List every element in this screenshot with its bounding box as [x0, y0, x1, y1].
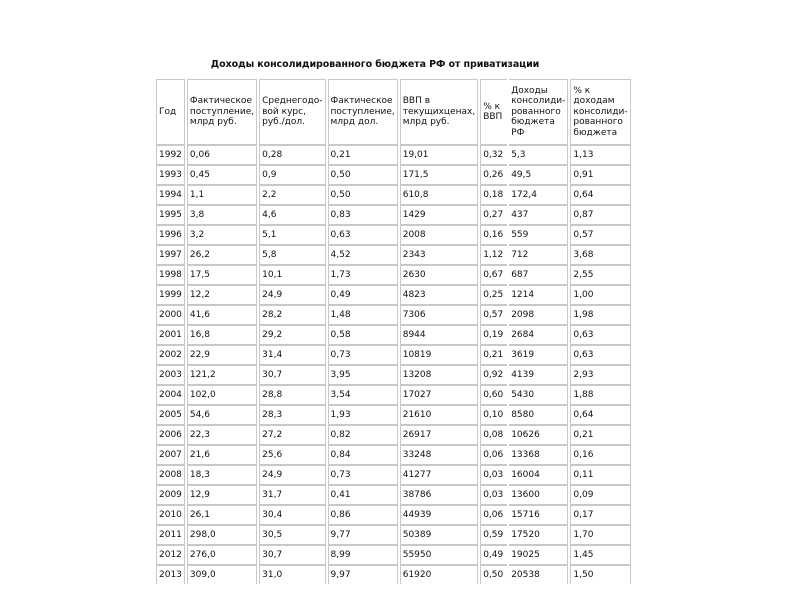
cell-receipts-usd: 0,58 [328, 325, 398, 345]
cell-gdp: 61920 [400, 565, 478, 584]
cell-receipts-usd: 0,84 [328, 445, 398, 465]
cell-pct-budget: 0,64 [570, 405, 630, 425]
cell-pct-gdp: 0,10 [480, 405, 507, 425]
cell-receipts-rub: 22,9 [187, 345, 257, 365]
cell-exchange-rate: 30,7 [259, 365, 325, 385]
cell-year: 2006 [156, 425, 185, 445]
cell-exchange-rate: 28,8 [259, 385, 325, 405]
cell-pct-gdp: 0,32 [480, 145, 507, 165]
cell-exchange-rate: 30,5 [259, 525, 325, 545]
cell-pct-budget: 2,93 [570, 365, 630, 385]
cell-pct-budget: 3,68 [570, 245, 630, 265]
cell-receipts-usd: 0,50 [328, 165, 398, 185]
cell-budget-income: 712 [509, 245, 568, 265]
table-row [156, 325, 631, 345]
cell-pct-gdp: 0,03 [480, 465, 507, 485]
cell-pct-gdp: 0,25 [480, 285, 507, 305]
cell-pct-gdp: 0,19 [480, 325, 507, 345]
cell-gdp: 1429 [400, 205, 478, 225]
cell-exchange-rate: 24,9 [259, 465, 325, 485]
cell-gdp: 4823 [400, 285, 478, 305]
cell-receipts-usd: 0,73 [328, 465, 398, 485]
cell-receipts-usd: 0,86 [328, 505, 398, 525]
header-pct-of-gdp: % к ВВП [480, 79, 507, 145]
table-body [156, 145, 631, 584]
cell-exchange-rate: 31,7 [259, 485, 325, 505]
cell-exchange-rate: 24,9 [259, 285, 325, 305]
cell-year: 2012 [156, 545, 185, 565]
cell-receipts-rub: 26,2 [187, 245, 257, 265]
cell-receipts-rub: 309,0 [187, 565, 257, 584]
cell-budget-income: 3619 [509, 345, 568, 365]
cell-budget-income: 49,5 [509, 165, 568, 185]
cell-budget-income: 15716 [509, 505, 568, 525]
cell-exchange-rate: 4,6 [259, 205, 325, 225]
cell-pct-gdp: 0,26 [480, 165, 507, 185]
cell-budget-income: 172,4 [509, 185, 568, 205]
table-row [156, 225, 631, 245]
cell-receipts-rub: 276,0 [187, 545, 257, 565]
cell-pct-gdp: 0,92 [480, 365, 507, 385]
cell-exchange-rate: 28,3 [259, 405, 325, 425]
cell-receipts-rub: 26,1 [187, 505, 257, 525]
table-row [156, 205, 631, 225]
cell-receipts-usd: 3,54 [328, 385, 398, 405]
cell-pct-gdp: 0,59 [480, 525, 507, 545]
cell-receipts-usd: 0,21 [328, 145, 398, 165]
cell-budget-income: 8580 [509, 405, 568, 425]
header-actual-receipts-usd: Фактическое поступление, млрд дол. [328, 79, 398, 145]
cell-budget-income: 17520 [509, 525, 568, 545]
cell-gdp: 21610 [400, 405, 478, 425]
table-row [156, 465, 631, 485]
cell-receipts-usd: 0,83 [328, 205, 398, 225]
cell-budget-income: 559 [509, 225, 568, 245]
cell-receipts-rub: 0,45 [187, 165, 257, 185]
table-row [156, 445, 631, 465]
cell-receipts-rub: 21,6 [187, 445, 257, 465]
cell-exchange-rate: 29,2 [259, 325, 325, 345]
cell-pct-gdp: 0,08 [480, 425, 507, 445]
cell-gdp: 55950 [400, 545, 478, 565]
table-row [156, 405, 631, 425]
cell-pct-gdp: 0,03 [480, 485, 507, 505]
cell-receipts-rub: 41,6 [187, 305, 257, 325]
table-row [156, 545, 631, 565]
cell-receipts-usd: 4,52 [328, 245, 398, 265]
cell-pct-gdp: 0,18 [480, 185, 507, 205]
cell-receipts-usd: 9,97 [328, 565, 398, 584]
cell-year: 1999 [156, 285, 185, 305]
cell-receipts-rub: 22,3 [187, 425, 257, 445]
cell-pct-budget: 0,63 [570, 345, 630, 365]
cell-receipts-usd: 0,50 [328, 185, 398, 205]
cell-pct-gdp: 0,27 [480, 205, 507, 225]
cell-exchange-rate: 30,7 [259, 545, 325, 565]
cell-exchange-rate: 30,4 [259, 505, 325, 525]
cell-exchange-rate: 5,1 [259, 225, 325, 245]
cell-budget-income: 5,3 [509, 145, 568, 165]
cell-year: 2000 [156, 305, 185, 325]
cell-exchange-rate: 31,0 [259, 565, 325, 584]
cell-pct-budget: 1,00 [570, 285, 630, 305]
cell-budget-income: 5430 [509, 385, 568, 405]
cell-receipts-rub: 102,0 [187, 385, 257, 405]
cell-budget-income: 10626 [509, 425, 568, 445]
cell-pct-budget: 1,88 [570, 385, 630, 405]
cell-pct-budget: 0,17 [570, 505, 630, 525]
table-row [156, 165, 631, 185]
cell-budget-income: 16004 [509, 465, 568, 485]
cell-receipts-rub: 0,06 [187, 145, 257, 165]
cell-gdp: 50389 [400, 525, 478, 545]
cell-pct-budget: 0,64 [570, 185, 630, 205]
cell-receipts-rub: 3,8 [187, 205, 257, 225]
cell-year: 2002 [156, 345, 185, 365]
header-avg-exchange-rate: Среднегодо- вой курс, руб./дол. [259, 79, 325, 145]
cell-gdp: 2630 [400, 265, 478, 285]
cell-pct-budget: 0,87 [570, 205, 630, 225]
cell-receipts-usd: 1,73 [328, 265, 398, 285]
table-row [156, 565, 631, 584]
cell-receipts-usd: 9,77 [328, 525, 398, 545]
cell-year: 2011 [156, 525, 185, 545]
cell-pct-budget: 0,09 [570, 485, 630, 505]
cell-pct-gdp: 0,60 [480, 385, 507, 405]
cell-pct-gdp: 0,57 [480, 305, 507, 325]
table-row [156, 265, 631, 285]
cell-year: 1992 [156, 145, 185, 165]
header-year: Год [156, 79, 185, 145]
cell-pct-budget: 1,45 [570, 545, 630, 565]
cell-exchange-rate: 25,6 [259, 445, 325, 465]
privatization-income-table [154, 79, 633, 584]
cell-receipts-usd: 3,95 [328, 365, 398, 385]
header-gdp-current-prices: ВВП в текущихценах, млрд руб. [400, 79, 478, 145]
table-row [156, 285, 631, 305]
cell-exchange-rate: 28,2 [259, 305, 325, 325]
cell-year: 1995 [156, 205, 185, 225]
cell-pct-gdp: 0,21 [480, 345, 507, 365]
table-row [156, 345, 631, 365]
cell-receipts-rub: 12,2 [187, 285, 257, 305]
cell-year: 1996 [156, 225, 185, 245]
cell-pct-budget: 1,13 [570, 145, 630, 165]
cell-gdp: 171,5 [400, 165, 478, 185]
cell-receipts-usd: 0,73 [328, 345, 398, 365]
cell-year: 2010 [156, 505, 185, 525]
cell-year: 2005 [156, 405, 185, 425]
table-row [156, 145, 631, 165]
cell-pct-gdp: 1,12 [480, 245, 507, 265]
header-pct-of-budget-income: % к доходам консолиди- рованного бюджета [570, 79, 630, 145]
table-header-row [156, 79, 631, 145]
cell-budget-income: 2684 [509, 325, 568, 345]
cell-receipts-usd: 1,48 [328, 305, 398, 325]
cell-receipts-rub: 54,6 [187, 405, 257, 425]
cell-pct-gdp: 0,67 [480, 265, 507, 285]
cell-gdp: 17027 [400, 385, 478, 405]
cell-pct-budget: 0,16 [570, 445, 630, 465]
cell-pct-budget: 1,70 [570, 525, 630, 545]
cell-pct-gdp: 0,06 [480, 445, 507, 465]
cell-receipts-usd: 8,99 [328, 545, 398, 565]
cell-budget-income: 437 [509, 205, 568, 225]
cell-gdp: 10819 [400, 345, 478, 365]
table-row [156, 525, 631, 545]
cell-receipts-usd: 0,82 [328, 425, 398, 445]
cell-receipts-rub: 121,2 [187, 365, 257, 385]
cell-pct-budget: 0,63 [570, 325, 630, 345]
cell-pct-gdp: 0,49 [480, 545, 507, 565]
cell-budget-income: 19025 [509, 545, 568, 565]
cell-budget-income: 13600 [509, 485, 568, 505]
cell-gdp: 38786 [400, 485, 478, 505]
table-row [156, 305, 631, 325]
cell-exchange-rate: 2,2 [259, 185, 325, 205]
cell-pct-gdp: 0,06 [480, 505, 507, 525]
table-row [156, 505, 631, 525]
table-row [156, 185, 631, 205]
cell-budget-income: 20538 [509, 565, 568, 584]
cell-year: 2004 [156, 385, 185, 405]
table-row [156, 385, 631, 405]
cell-budget-income: 687 [509, 265, 568, 285]
cell-budget-income: 1214 [509, 285, 568, 305]
table-row [156, 245, 631, 265]
cell-receipts-rub: 298,0 [187, 525, 257, 545]
cell-receipts-rub: 16,8 [187, 325, 257, 345]
cell-receipts-rub: 1,1 [187, 185, 257, 205]
cell-receipts-usd: 0,63 [328, 225, 398, 245]
cell-gdp: 44939 [400, 505, 478, 525]
cell-pct-budget: 2,55 [570, 265, 630, 285]
cell-gdp: 8944 [400, 325, 478, 345]
cell-exchange-rate: 0,28 [259, 145, 325, 165]
cell-gdp: 2008 [400, 225, 478, 245]
cell-gdp: 19,01 [400, 145, 478, 165]
cell-gdp: 2343 [400, 245, 478, 265]
cell-gdp: 610,8 [400, 185, 478, 205]
cell-gdp: 33248 [400, 445, 478, 465]
cell-year: 1993 [156, 165, 185, 185]
cell-exchange-rate: 27,2 [259, 425, 325, 445]
cell-pct-budget: 1,98 [570, 305, 630, 325]
table-row [156, 425, 631, 445]
table-row [156, 365, 631, 385]
cell-receipts-usd: 0,41 [328, 485, 398, 505]
cell-year: 1994 [156, 185, 185, 205]
cell-gdp: 13208 [400, 365, 478, 385]
cell-year: 2009 [156, 485, 185, 505]
table-title: Доходы консолидированного бюджета РФ от приватизации [210, 59, 540, 70]
cell-pct-budget: 0,21 [570, 425, 630, 445]
cell-year: 2007 [156, 445, 185, 465]
cell-year: 2008 [156, 465, 185, 485]
cell-receipts-usd: 1,93 [328, 405, 398, 425]
cell-year: 1998 [156, 265, 185, 285]
cell-exchange-rate: 10,1 [259, 265, 325, 285]
cell-pct-budget: 0,11 [570, 465, 630, 485]
cell-gdp: 26917 [400, 425, 478, 445]
cell-gdp: 41277 [400, 465, 478, 485]
cell-budget-income: 13368 [509, 445, 568, 465]
cell-exchange-rate: 5,8 [259, 245, 325, 265]
table-row [156, 485, 631, 505]
cell-receipts-rub: 12,9 [187, 485, 257, 505]
cell-pct-budget: 0,91 [570, 165, 630, 185]
cell-exchange-rate: 0,9 [259, 165, 325, 185]
cell-budget-income: 2098 [509, 305, 568, 325]
cell-receipts-rub: 3,2 [187, 225, 257, 245]
cell-year: 2003 [156, 365, 185, 385]
cell-year: 2001 [156, 325, 185, 345]
header-actual-receipts-rub: Фактическое поступление, млрд руб. [187, 79, 257, 145]
header-consolidated-budget-income: Доходы консолиди- рованного бюджета РФ [509, 79, 568, 145]
cell-pct-gdp: 0,16 [480, 225, 507, 245]
cell-year: 1997 [156, 245, 185, 265]
cell-exchange-rate: 31,4 [259, 345, 325, 365]
cell-gdp: 7306 [400, 305, 478, 325]
cell-pct-budget: 0,57 [570, 225, 630, 245]
cell-receipts-rub: 17,5 [187, 265, 257, 285]
cell-receipts-usd: 0,49 [328, 285, 398, 305]
cell-pct-gdp: 0,50 [480, 565, 507, 584]
cell-year: 2013 [156, 565, 185, 584]
cell-pct-budget: 1,50 [570, 565, 630, 584]
cell-receipts-rub: 18,3 [187, 465, 257, 485]
cell-budget-income: 4139 [509, 365, 568, 385]
